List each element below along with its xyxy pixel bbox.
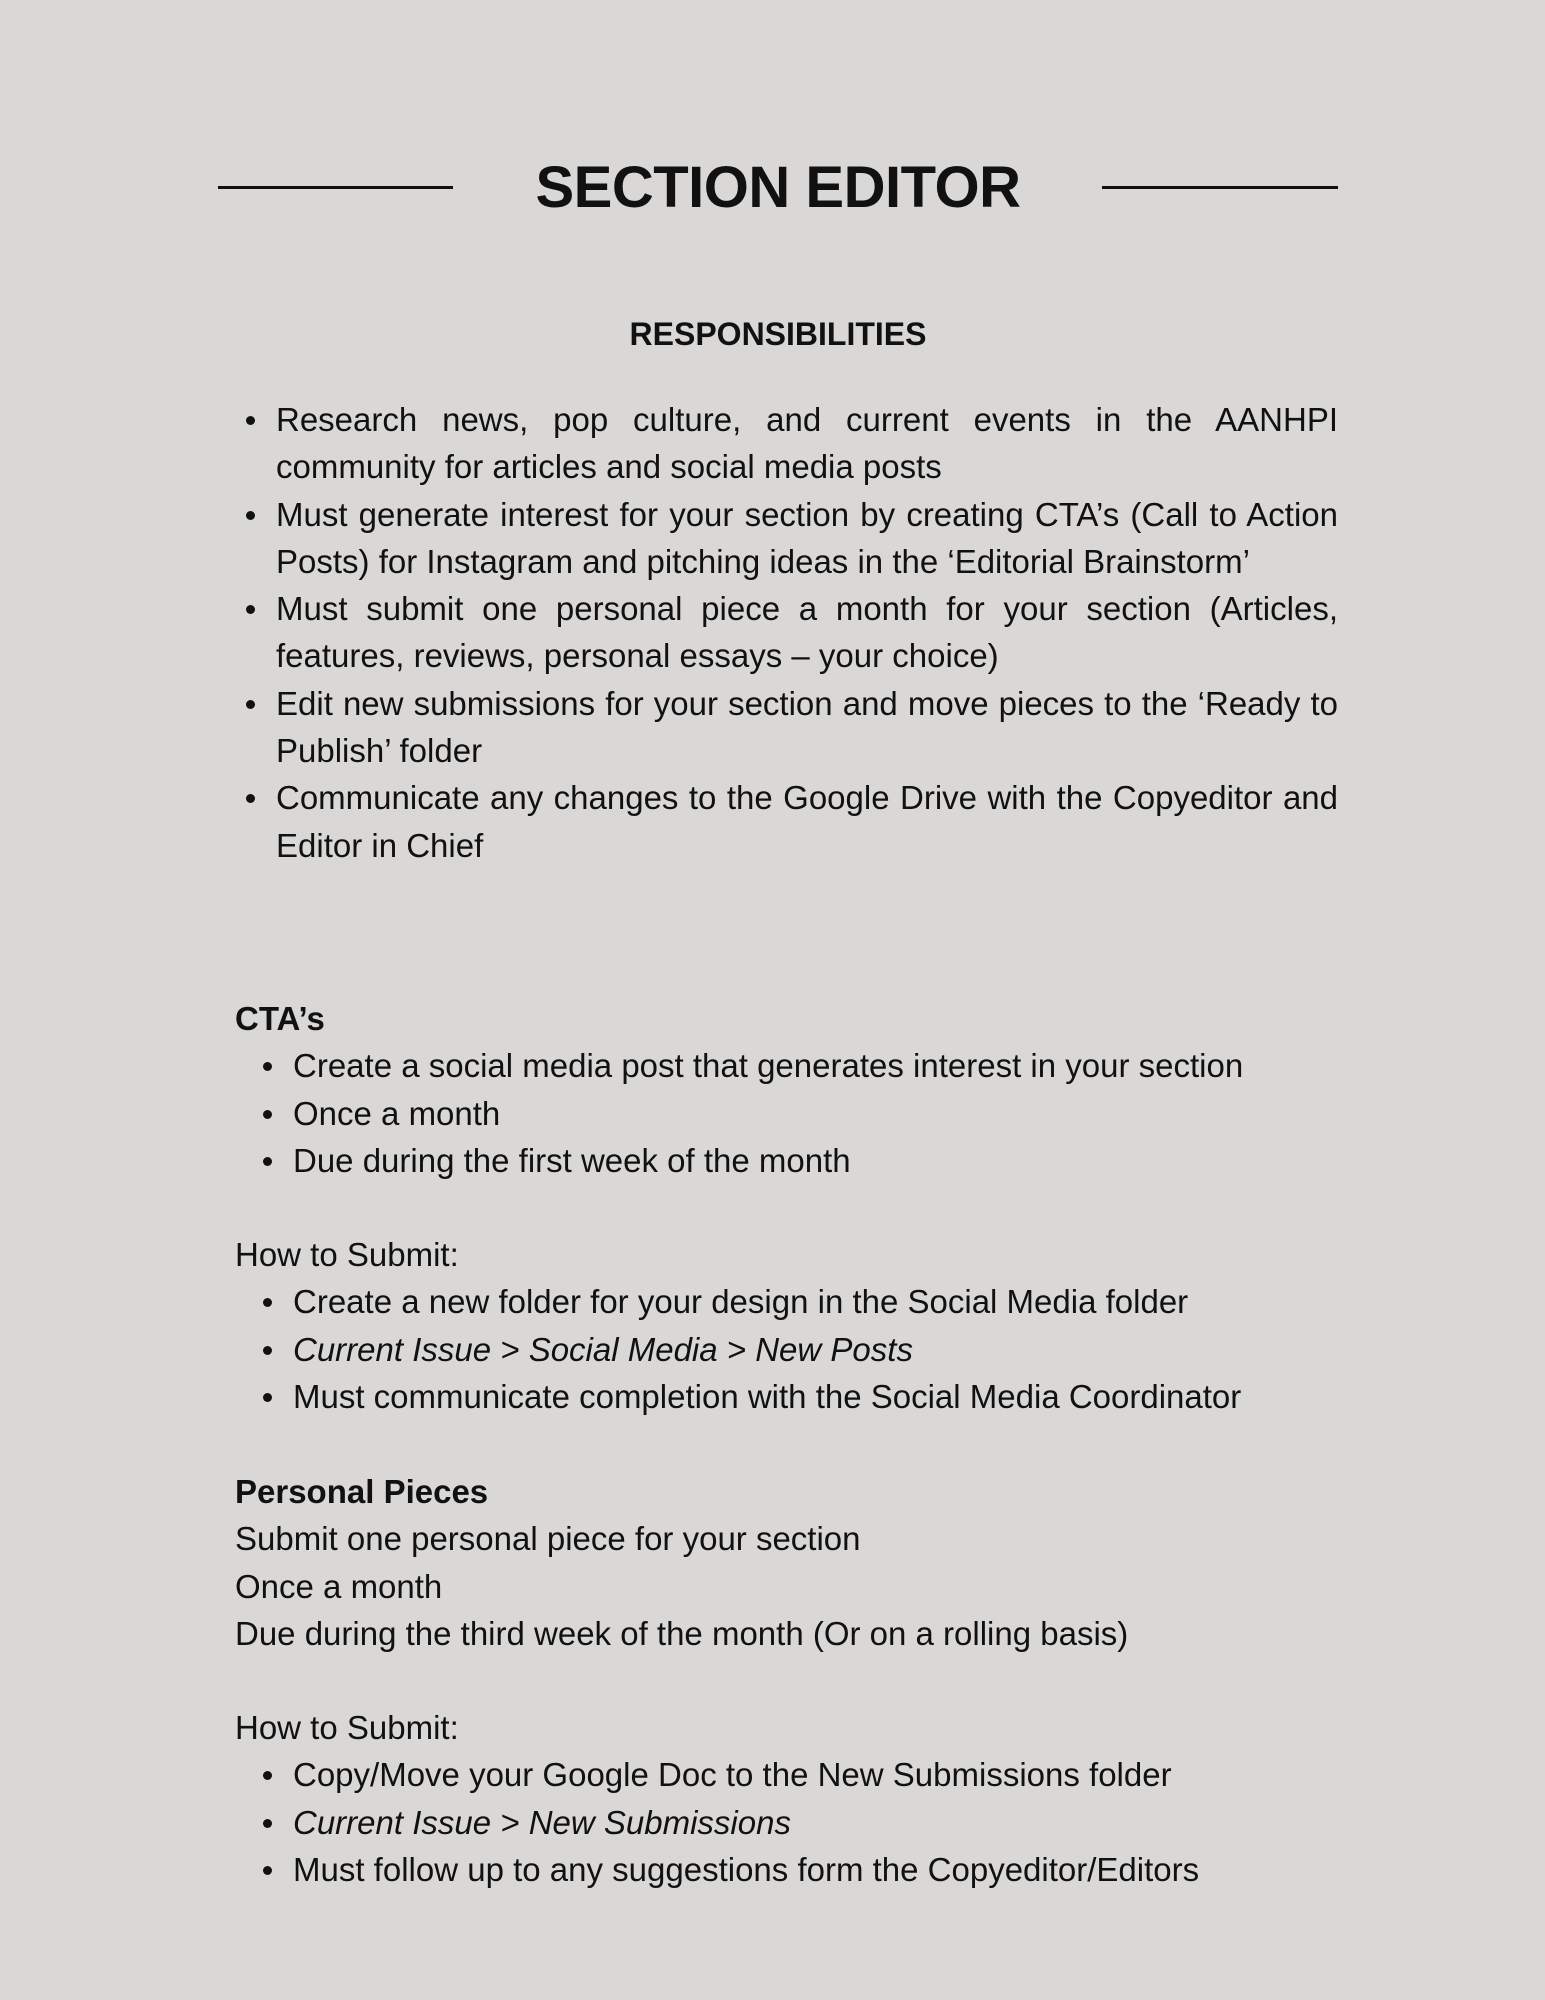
personal-pieces-submit-label: How to Submit: <box>235 1709 459 1746</box>
ctas-heading: CTA’s <box>235 1000 325 1037</box>
personal-pieces-section <box>235 1468 1345 1657</box>
personal-pieces-submit-list <box>235 1751 1345 1893</box>
list-item: Due during the first week of the month <box>293 1137 1345 1184</box>
title-divider-right <box>1102 186 1338 189</box>
personal-pieces-line: Once a month <box>235 1567 443 1605</box>
list-item: Must generate interest for your section by creating CTA’s (Call to Action Posts) for Instagram and pitching ideas in the ‘Editorial Brainstorm’ <box>276 491 1338 586</box>
list-item: Create a new folder for your design in the Social Media folder <box>293 1278 1345 1325</box>
list-item: Copy/Move your Google Doc to the New Submissions folder <box>293 1751 1345 1798</box>
responsibilities-heading: RESPONSIBILITIES <box>629 316 927 352</box>
title-row <box>218 150 1338 230</box>
ctas-list <box>235 1042 1345 1184</box>
personal-pieces-heading: Personal Pieces <box>235 1473 489 1510</box>
responsibilities-list <box>276 396 1338 869</box>
folder-path: Current Issue > Social Media > New Posts <box>293 1326 1345 1373</box>
personal-pieces-line: Due during the third week of the month (Or on a rolling basis) <box>235 1614 1129 1652</box>
personal-pieces-line: Submit one personal piece for your section <box>235 1520 861 1558</box>
list-item: Create a social media post that generates interest in your section <box>293 1042 1345 1089</box>
page-title: SECTION EDITOR <box>535 155 1021 220</box>
ctas-submit-section <box>235 1231 1345 1420</box>
list-item: Communicate any changes to the Google Drive with the Copyeditor and Editor in Chief <box>276 774 1338 869</box>
list-item: Research news, pop culture, and current events in the AANHPI community for articles and social media posts <box>276 396 1338 491</box>
ctas-submit-list <box>235 1278 1345 1420</box>
personal-pieces-submit-section <box>235 1704 1345 1893</box>
list-item: Must submit one personal piece a month for your section (Articles, features, reviews, personal essays – your choice) <box>276 585 1338 680</box>
list-item: Edit new submissions for your section and move pieces to the ‘Ready to Publish’ folder <box>276 680 1338 775</box>
list-item: Must communicate completion with the Social Media Coordinator <box>293 1373 1345 1420</box>
ctas-section <box>235 995 1345 1184</box>
folder-path: Current Issue > New Submissions <box>293 1799 1345 1846</box>
list-item: Once a month <box>293 1090 1345 1137</box>
ctas-submit-label: How to Submit: <box>235 1236 459 1273</box>
list-item: Must follow up to any suggestions form the Copyeditor/Editors <box>293 1846 1345 1893</box>
